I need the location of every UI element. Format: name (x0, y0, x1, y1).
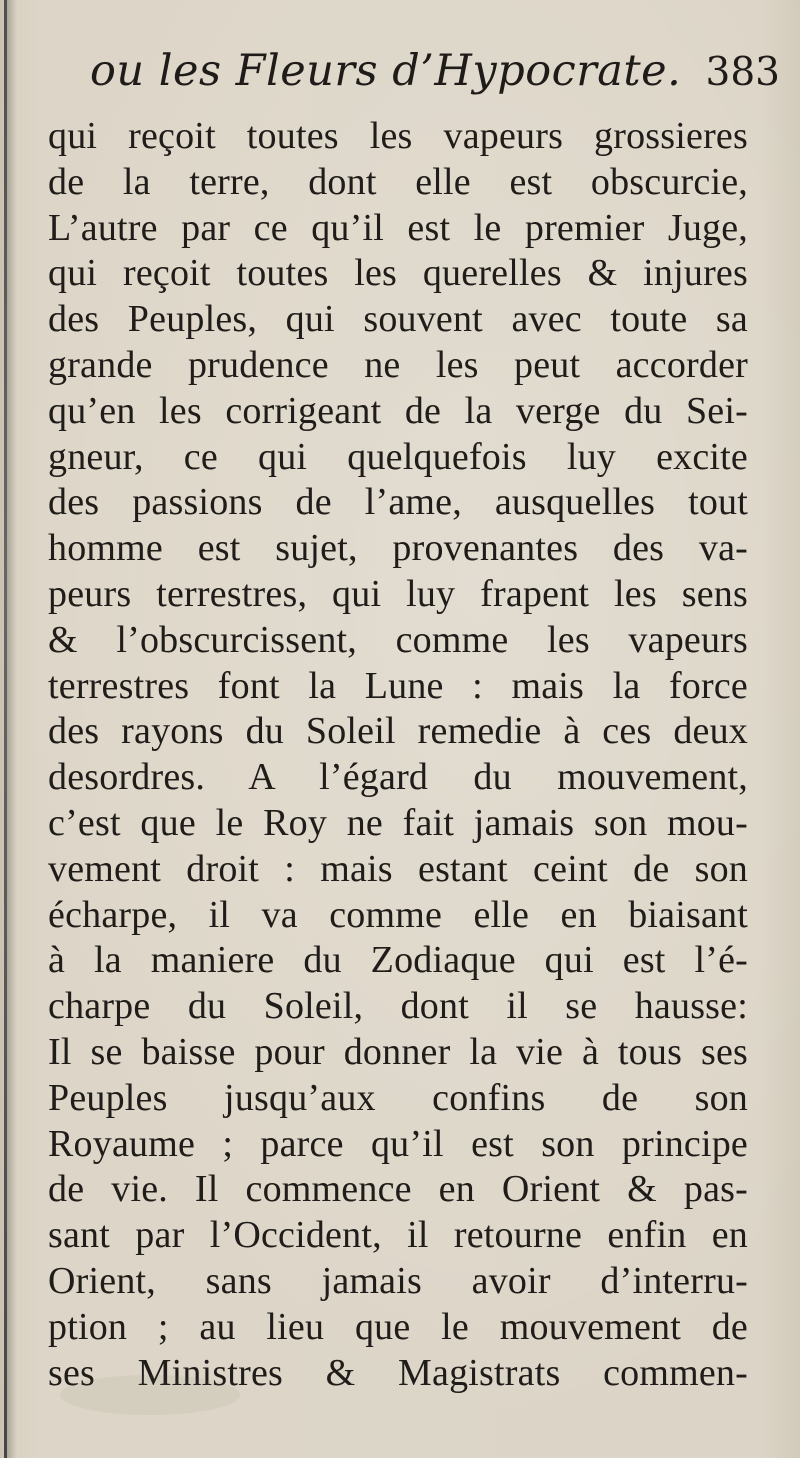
page-number: 383 (705, 50, 780, 95)
text-line: des rayons du Soleil remedie à ces deux (48, 710, 748, 753)
gutter-shadow (7, 0, 17, 1458)
text-line: gneur, ce qui quelquefois luy excite (48, 435, 748, 478)
text-line: à la maniere du Zodiaque qui est l’é- (48, 939, 748, 982)
text-line: des Peuples, qui souvent avec toute sa (48, 298, 748, 341)
text-line: de vie. Il commence en Orient & pas- (48, 1168, 748, 1211)
paper-stain (60, 1375, 240, 1415)
text-line: ption ; au lieu que le mouvement de (48, 1305, 748, 1348)
text-line: grande prudence ne les peut accorder (48, 343, 748, 386)
text-line: L’autre par ce qu’il est le premier Juge, (48, 206, 748, 249)
running-title: ou les Fleurs d’Hypocrate. (90, 46, 682, 96)
text-line: desordres. A l’égard du mouvement, (48, 756, 748, 799)
text-line: homme est sujet, provenantes des va- (48, 527, 748, 570)
text-line: & l’obscurcissent, comme les vapeurs (48, 618, 748, 661)
text-line: c’est que le Roy ne fait jamais son mou- (48, 801, 748, 844)
text-line: qu’en les corrigeant de la verge du Sei- (48, 389, 748, 432)
text-line: qui reçoit toutes les vapeurs grossieres (48, 115, 748, 157)
text-line: peurs terrestres, qui luy frapent les sens (48, 572, 748, 615)
text-line: des passions de l’ame, ausquelles tout (48, 481, 748, 524)
text-line: charpe du Soleil, dont il se hausse: (48, 985, 748, 1028)
text-line: vement droit : mais estant ceint de son (48, 847, 748, 890)
body-text (48, 114, 748, 1396)
text-line: Orient, sans jamais avoir d’interru- (48, 1259, 748, 1302)
text-line: Royaume ; parce qu’il est son principe (48, 1122, 748, 1165)
text-line: ses Ministres & Magistrats commen- (48, 1351, 748, 1394)
page-header (90, 46, 790, 108)
text-line: écharpe, il va comme elle en biaisant (48, 893, 748, 936)
text-line: de la terre, dont elle est obscurcie, (48, 160, 748, 203)
text-line: terrestres font la Lune : mais la force (48, 664, 748, 707)
text-line: sant par l’Occident, il retourne enfin en (48, 1214, 748, 1257)
text-line: qui reçoit toutes les querelles & injures (48, 252, 748, 295)
text-line: Il se baisse pour donner la vie à tous ses (48, 1030, 748, 1073)
text-line: Peuples jusqu’aux confins de son (48, 1076, 748, 1119)
